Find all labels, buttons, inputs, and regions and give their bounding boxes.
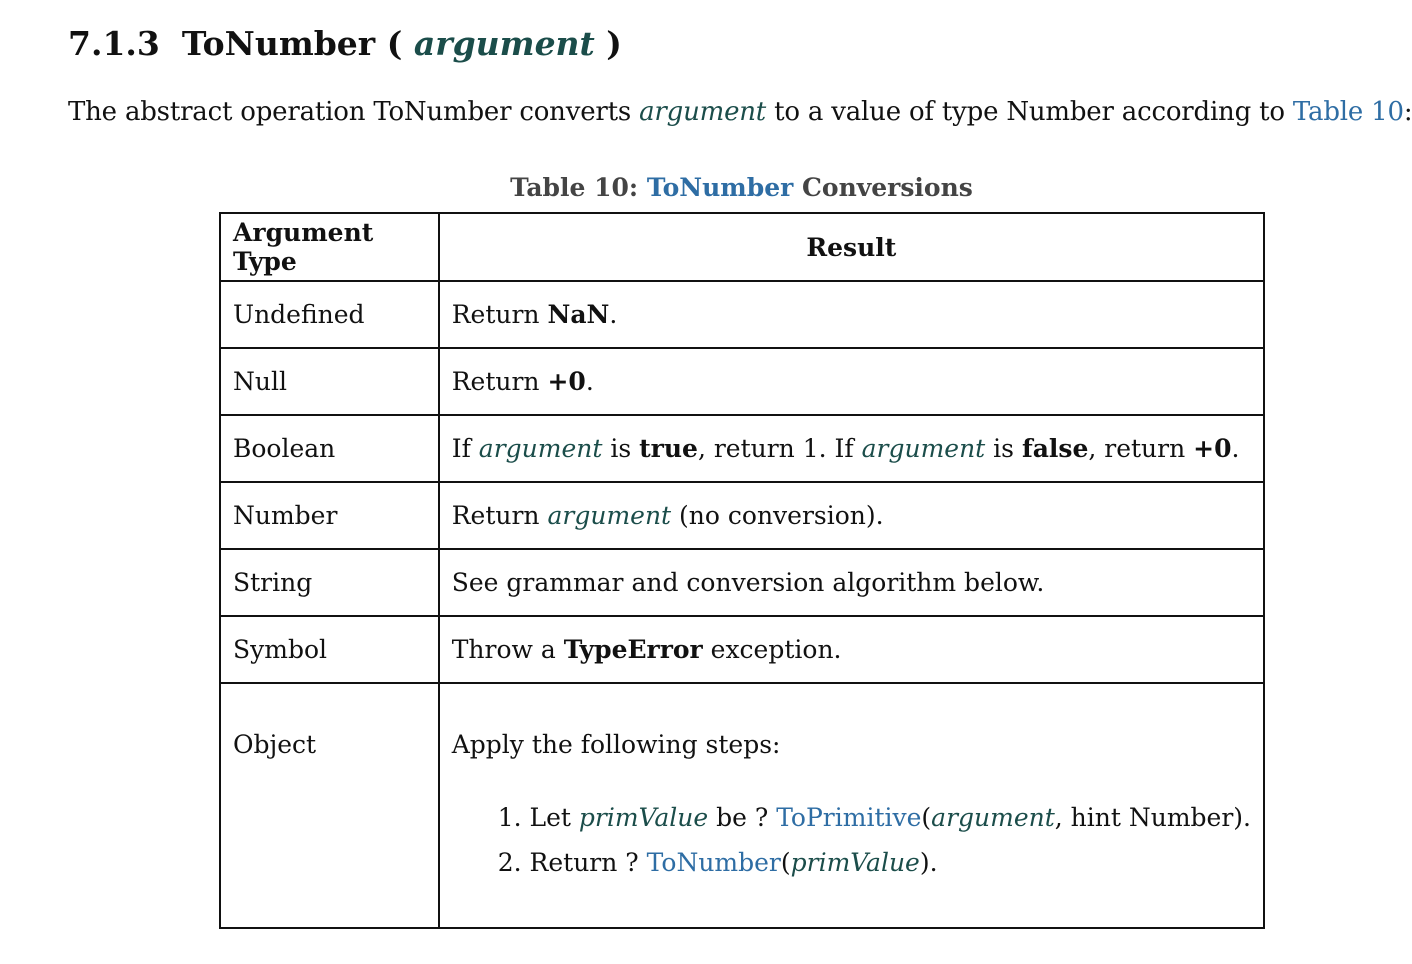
cell-result — [439, 616, 1264, 683]
parameter-name: argument — [413, 24, 595, 63]
step-text: Return ? — [529, 848, 647, 877]
step-item — [498, 795, 1251, 840]
step-number: 2. — [497, 848, 530, 877]
result-text: Return — [451, 367, 548, 396]
step-text: Let — [529, 803, 579, 832]
result-text: If — [451, 434, 479, 463]
step-text: be ? — [708, 803, 777, 832]
intro-paragraph — [68, 97, 1412, 127]
result-text: is — [985, 434, 1022, 463]
section-heading — [68, 24, 622, 63]
result-text: exception. — [702, 635, 842, 664]
cell-type — [220, 683, 439, 928]
header-result: Result — [439, 213, 1264, 281]
result-text: , return — [1088, 434, 1194, 463]
table-header-row — [220, 213, 1264, 281]
cell-result — [439, 482, 1264, 549]
caption-tonumber-link[interactable]: ToNumber — [646, 173, 794, 202]
cell-result: See grammar and conversion algorithm below. — [439, 549, 1264, 616]
table-row — [220, 549, 1264, 616]
result-value: false — [1021, 434, 1089, 463]
cell-type: Boolean — [220, 415, 439, 482]
step-text: , hint Number). — [1054, 803, 1251, 832]
table-row — [220, 616, 1264, 683]
argument-var: argument — [931, 803, 1055, 832]
table-row — [220, 415, 1264, 482]
open-paren: ( — [386, 24, 403, 63]
result-text: is — [602, 434, 640, 463]
caption-prefix: Table 10: — [510, 173, 647, 202]
section-number: 7.1.3 — [68, 24, 160, 63]
result-value: NaN — [547, 300, 610, 329]
intro-text: The abstract operation ToNumber converts — [68, 97, 640, 127]
steps-list — [452, 795, 1251, 885]
table-10-link[interactable]: Table 10 — [1292, 97, 1404, 127]
result-text: . — [609, 300, 618, 329]
close-paren: ) — [606, 24, 622, 63]
step-item — [498, 840, 1251, 885]
result-text: . — [1231, 434, 1240, 463]
result-text: Return — [451, 300, 548, 329]
argument-var: argument — [547, 501, 672, 530]
table-row — [220, 482, 1264, 549]
result-text: Throw a — [451, 635, 564, 664]
cell-result — [439, 683, 1264, 928]
caption-suffix: Conversions — [793, 173, 973, 202]
toprimitive-link[interactable]: ToPrimitive — [776, 803, 922, 832]
cell-type: String — [220, 549, 439, 616]
cell-result — [439, 415, 1264, 482]
result-text: Return — [451, 501, 548, 530]
table-row — [220, 348, 1264, 415]
result-text: . — [585, 367, 594, 396]
result-value: +0 — [547, 367, 586, 396]
cell-type: Number — [220, 482, 439, 549]
result-value: TypeError — [563, 635, 703, 664]
primvalue-var: primValue — [578, 803, 709, 832]
step-text: ( — [780, 848, 791, 877]
intro-text-2: to a value of type Number according to — [766, 97, 1293, 127]
step-text: ). — [919, 848, 938, 877]
tonumber-link[interactable]: ToNumber — [646, 848, 781, 877]
operation-name: ToNumber — [181, 24, 376, 63]
cell-type: Undefined — [220, 281, 439, 348]
result-value: +0 — [1193, 434, 1232, 463]
step-text: ( — [921, 803, 932, 832]
table-row — [220, 281, 1264, 348]
intro-colon: : — [1403, 97, 1412, 127]
header-argument-type: Argument Type — [220, 213, 439, 281]
conversion-table — [219, 212, 1265, 929]
argument-var: argument — [478, 434, 603, 463]
intro-argument-var: argument — [639, 97, 767, 127]
result-value: true — [639, 434, 698, 463]
primvalue-var: primValue — [790, 848, 920, 877]
result-text: (no conversion). — [671, 501, 884, 530]
cell-result — [439, 281, 1264, 348]
cell-type: Null — [220, 348, 439, 415]
steps-lead: Apply the following steps: — [451, 730, 781, 759]
table-row — [220, 683, 1264, 928]
step-number: 1. — [497, 803, 530, 832]
table-caption — [219, 173, 1264, 202]
result-text: , return 1. If — [697, 434, 862, 463]
cell-result — [439, 348, 1264, 415]
argument-var: argument — [861, 434, 986, 463]
cell-type-label: Object — [233, 730, 317, 759]
cell-type: Symbol — [220, 616, 439, 683]
